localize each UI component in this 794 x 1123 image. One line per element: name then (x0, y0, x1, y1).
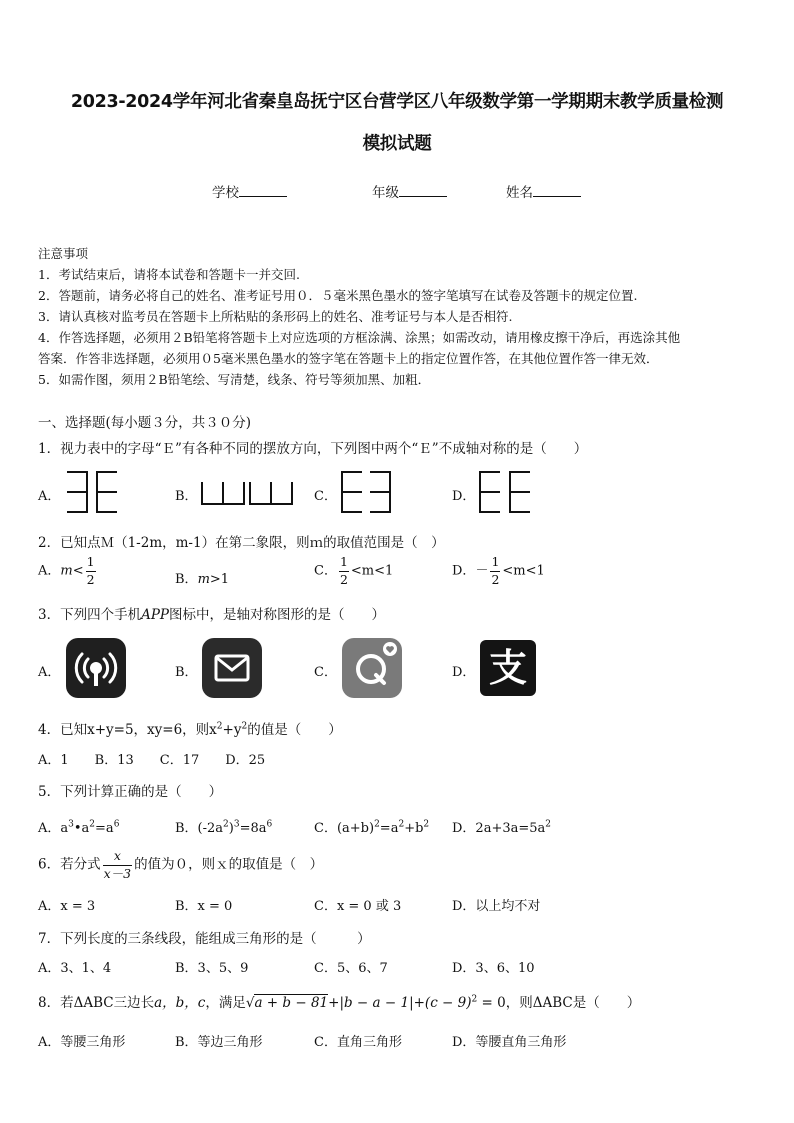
section-heading: 一、选择题(每小题３分，共３０分) (38, 415, 252, 431)
name-label: 姓名 (506, 185, 533, 201)
school-field (212, 181, 287, 201)
q2-a-op: < (72, 563, 84, 579)
q2-option-a (38, 556, 98, 586)
q2-option-d (452, 556, 545, 586)
q7-option-b: B．3、5、9 (175, 961, 249, 976)
q7-option-d: D．3、6、10 (452, 961, 535, 976)
q6-option-d: D．以上均不对 (452, 899, 541, 914)
q3-stem-app: APP (141, 607, 170, 623)
fraction-half: $\frac{1}{2}$ (339, 554, 348, 587)
q6-stem-pre: 6．若分式 (38, 856, 101, 873)
q8-option-d: D．等腰直角三角形 (452, 1035, 567, 1050)
q4-options: A．1 B．13 C．17 D．25 (38, 753, 266, 768)
q4-stem-a: 4．已知x+y=5，xy=6，则x (38, 722, 217, 738)
q2-b-var: m (197, 572, 210, 587)
name-field (506, 181, 581, 201)
alipay-app-icon: 支 (480, 640, 536, 696)
q2-option-b (175, 568, 229, 587)
q1-option-b-label: B． (175, 489, 198, 504)
school-blank (239, 184, 287, 197)
q3-option-a-label: A． (38, 665, 61, 680)
q5-option-c: C．$(a+b)^2=a^2+b^2$ (314, 819, 430, 836)
fraction-half: $\frac{1}{2}$ (491, 554, 500, 587)
q2-b-rest: >1 (209, 572, 230, 587)
exam-title-line1: 2023-2024学年河北省秦皇岛抚宁区台营学区八年级数学第一学期期末教学质量检测 (70, 92, 724, 112)
q3-option-c-label: C． (314, 665, 337, 680)
sqrt-sign: √ (245, 995, 255, 1011)
school-label: 学校 (212, 185, 239, 201)
q7-option-c: C．5、6、7 (314, 961, 388, 976)
note-item: 4．作答选择题，必须用２B铅笔将答题卡上对应选项的方框涂满、涂黑；如需改动，请用橡皮擦干净后，再选涂其他 (38, 330, 681, 345)
wifi-app-icon (66, 638, 126, 698)
q8-stem (38, 991, 640, 1011)
note-item: 2．答题前，请务必将自己的姓名、准考证号用０．５毫米黑色墨水的签字笔填写在试卷及答题卡的规定位置. (38, 288, 638, 303)
q5-option-b: B．$(-2a^2)^3=8a^6$ (175, 819, 273, 836)
q2-d-rest: <m<1 (502, 563, 545, 579)
q2-option-c-label: C． (314, 563, 337, 579)
q5-option-a: A．$a^3•a^2=a^6$ (38, 819, 120, 836)
grade-label: 年级 (372, 185, 399, 201)
q7-stem: 7．下列长度的三条线段，能组成三角形的是（ ） (38, 931, 371, 947)
q2-option-a-label: A． (38, 563, 61, 579)
q8-stem-pre: 8．若ΔABC三边长 (38, 995, 155, 1011)
q1-option-b-figure (199, 478, 295, 508)
q6-fraction: $\frac{x}{x-3}$ (103, 848, 132, 881)
q6-option-b: B．x = 0 (175, 899, 233, 914)
q1-option-a-label: A． (38, 489, 61, 504)
q8-stem-mid: ，满足 (205, 995, 246, 1011)
q3-stem-part1: 3．下列四个手机 (38, 607, 142, 623)
q8-sqrt-expr: a + b − 81 (254, 995, 329, 1011)
grade-blank (399, 184, 447, 197)
q3-option-b-label: B． (175, 665, 198, 680)
q2-option-d-label: D． (452, 563, 476, 579)
note-item: 5．如需作图，须用２B铅笔绘、写清楚，线条、符号等须加黑、加粗． (38, 372, 431, 387)
notes-heading: 注意事项 (38, 246, 89, 261)
q3-stem-part2: 图标中，是轴对称图形的是（ ） (169, 607, 386, 623)
note-item: 3．请认真核对监考员在答题卡上所粘贴的条形码上的姓名、准考证号与本人是否相符. (38, 309, 513, 324)
q4-sup1: 2 (216, 721, 223, 732)
q1-option-d-figure (476, 467, 534, 517)
q8-expr-b: +|b − a − 1|+(c − 9) (328, 995, 472, 1011)
q2-option-b-label: B． (175, 572, 198, 587)
q5-stem: 5．下列计算正确的是（ ） (38, 784, 223, 800)
q3-stem (38, 603, 385, 623)
video-q-app-icon (342, 638, 402, 698)
q1-stem: 1．视力表中的字母“Ｅ”有各种不同的摆放方向，下列图中两个“Ｅ”不成轴对称的是（ ） (38, 441, 588, 457)
q6-option-a: A．x = 3 (38, 899, 96, 914)
q4-sup2: 2 (241, 721, 248, 732)
q7-option-a: A．3、1、4 (38, 961, 112, 976)
q2-a-var: m (60, 563, 73, 579)
q8-option-b: B．等边三角形 (175, 1035, 263, 1050)
note-item: 答案．作答非选择题，必须用０5毫米黑色墨水的签字笔在答题卡上的指定位置作答，在其他位置作答一律无效． (38, 351, 659, 366)
grade-field (372, 181, 447, 201)
q4-stem-b: +y (222, 722, 242, 738)
q1-option-c-label: C． (314, 489, 337, 504)
q1-option-c-figure (337, 467, 395, 517)
fraction-half: $\frac{1}{2}$ (86, 554, 95, 587)
q2-option-c (314, 556, 393, 586)
q8-option-c: C．直角三角形 (314, 1035, 402, 1050)
note-item: 1．考试结束后，请将本试卷和答题卡一并交回. (38, 267, 300, 282)
q5-option-d: D．$2a+3a=5a^2$ (452, 819, 552, 836)
q8-expr-sup: 2 (471, 994, 478, 1005)
q8-vars: a，b，c (154, 995, 206, 1011)
q2-d-minus: － (475, 563, 489, 579)
q6-stem-post: 的值为０，则ｘ的取值是（ ） (134, 856, 324, 873)
q2-c-rest: <m<1 (350, 563, 394, 579)
q4-stem (38, 718, 342, 738)
q6-stem (38, 850, 323, 880)
q8-expr-c: = 0，则ΔABC是（ ） (477, 995, 641, 1011)
q1-option-a-figure (62, 467, 122, 517)
q3-option-d-label: D． (452, 665, 476, 680)
exam-title-line2: 模拟试题 (362, 134, 432, 154)
mail-app-icon (202, 638, 262, 698)
q8-option-a: A．等腰三角形 (38, 1035, 126, 1050)
q4-stem-c: 的值是（ ） (247, 722, 342, 738)
q1-option-d-label: D． (452, 489, 476, 504)
q6-option-c: C．x = 0 或 3 (314, 899, 402, 914)
name-blank (533, 184, 581, 197)
q2-stem: 2．已知点Ｍ（1-2m，m-1）在第二象限，则ｍ的取值范围是（ ） (38, 535, 445, 551)
